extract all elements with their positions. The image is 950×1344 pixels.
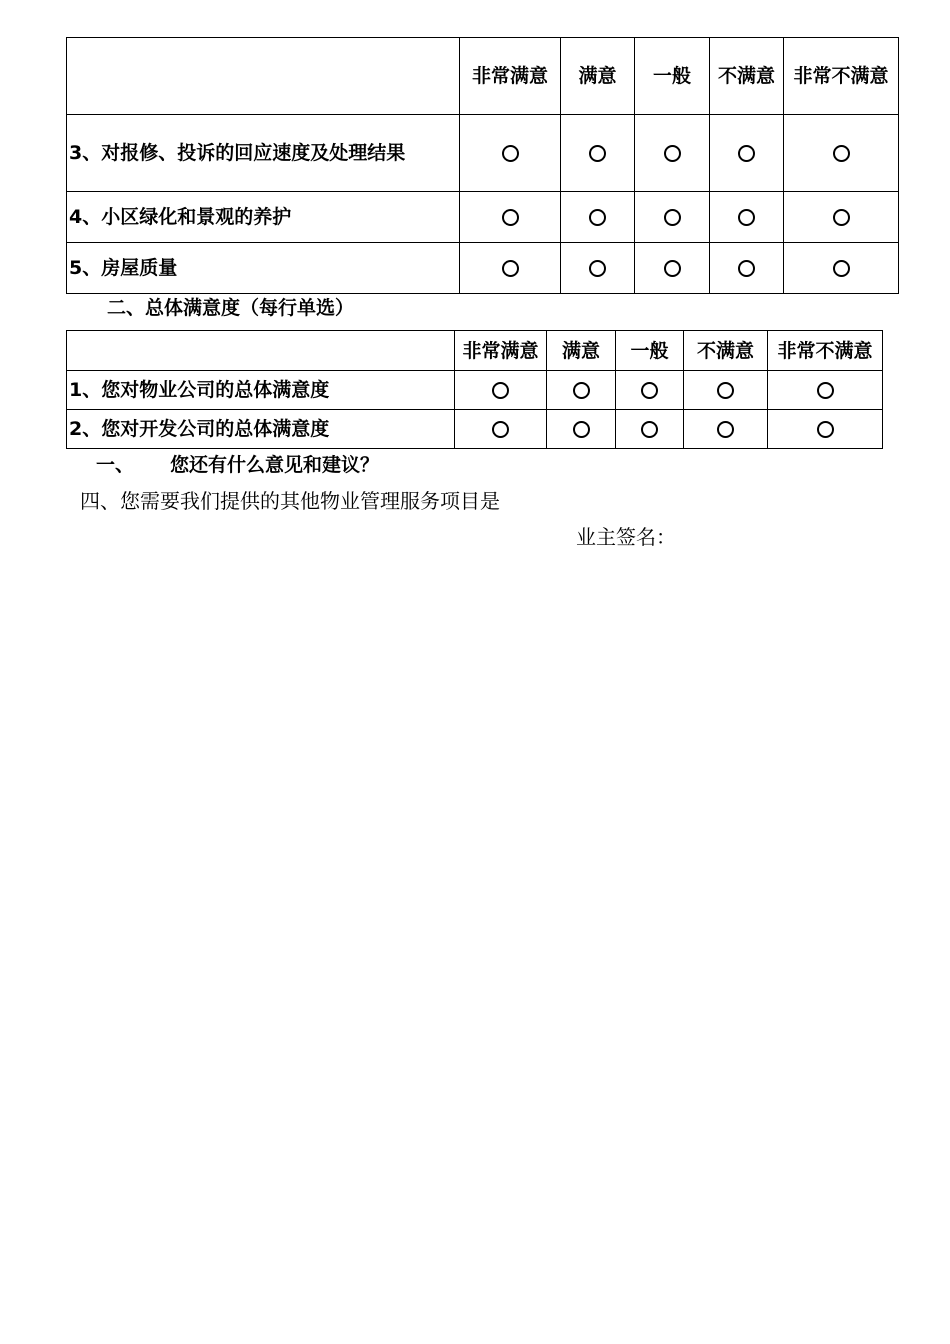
section-4-question: 四、您需要我们提供的其他物业管理服务项目是 bbox=[80, 489, 500, 513]
header-very-satisfied: 非常满意 bbox=[460, 38, 561, 115]
row-label: 2、您对开发公司的总体满意度 bbox=[67, 410, 455, 449]
header-very-dissatisfied: 非常不满意 bbox=[768, 331, 883, 371]
header-neutral: 一般 bbox=[635, 38, 710, 115]
radio-very-satisfied[interactable] bbox=[502, 145, 519, 162]
row-label: 5、房屋质量 bbox=[67, 243, 460, 294]
overall-satisfaction-table bbox=[66, 330, 883, 449]
header-satisfied: 满意 bbox=[561, 38, 635, 115]
radio-dissatisfied[interactable] bbox=[717, 382, 734, 399]
radio-satisfied[interactable] bbox=[589, 209, 606, 226]
table-row bbox=[67, 192, 899, 243]
radio-very-dissatisfied[interactable] bbox=[833, 260, 850, 277]
radio-neutral[interactable] bbox=[641, 382, 658, 399]
section-3-title: 您还有什么意见和建议？ bbox=[170, 454, 380, 476]
radio-dissatisfied[interactable] bbox=[738, 145, 755, 162]
table-row bbox=[67, 371, 883, 410]
radio-satisfied[interactable] bbox=[573, 382, 590, 399]
header-satisfied: 满意 bbox=[547, 331, 616, 371]
header-neutral: 一般 bbox=[616, 331, 684, 371]
row-label: 1、您对物业公司的总体满意度 bbox=[67, 371, 455, 410]
header-blank-cell bbox=[67, 38, 460, 115]
radio-satisfied[interactable] bbox=[589, 260, 606, 277]
radio-very-dissatisfied[interactable] bbox=[817, 421, 834, 438]
radio-very-satisfied[interactable] bbox=[502, 209, 519, 226]
radio-very-satisfied[interactable] bbox=[492, 421, 509, 438]
radio-very-satisfied[interactable] bbox=[502, 260, 519, 277]
radio-dissatisfied[interactable] bbox=[738, 209, 755, 226]
section-3-number: 一、 bbox=[96, 454, 135, 476]
owner-signature-label: 业主签名： bbox=[576, 525, 676, 549]
header-very-satisfied: 非常满意 bbox=[455, 331, 547, 371]
radio-satisfied[interactable] bbox=[589, 145, 606, 162]
header-very-dissatisfied: 非常不满意 bbox=[784, 38, 899, 115]
header-dissatisfied: 不满意 bbox=[684, 331, 768, 371]
table-row bbox=[67, 115, 899, 192]
radio-neutral[interactable] bbox=[641, 421, 658, 438]
radio-very-dissatisfied[interactable] bbox=[817, 382, 834, 399]
table-header-row bbox=[67, 331, 883, 371]
satisfaction-table-items bbox=[66, 37, 899, 294]
radio-very-dissatisfied[interactable] bbox=[833, 145, 850, 162]
radio-very-dissatisfied[interactable] bbox=[833, 209, 850, 226]
table-row bbox=[67, 243, 899, 294]
radio-very-satisfied[interactable] bbox=[492, 382, 509, 399]
row-label: 4、小区绿化和景观的养护 bbox=[67, 192, 460, 243]
header-blank-cell bbox=[67, 331, 455, 371]
radio-dissatisfied[interactable] bbox=[717, 421, 734, 438]
table-header-row bbox=[67, 38, 899, 115]
radio-neutral[interactable] bbox=[664, 260, 681, 277]
radio-satisfied[interactable] bbox=[573, 421, 590, 438]
radio-neutral[interactable] bbox=[664, 209, 681, 226]
radio-dissatisfied[interactable] bbox=[738, 260, 755, 277]
table-row bbox=[67, 410, 883, 449]
section-2-title: 二、总体满意度（每行单选） bbox=[107, 297, 355, 319]
radio-neutral[interactable] bbox=[664, 145, 681, 162]
header-dissatisfied: 不满意 bbox=[710, 38, 784, 115]
row-label: 3、对报修、投诉的回应速度及处理结果 bbox=[67, 115, 460, 192]
